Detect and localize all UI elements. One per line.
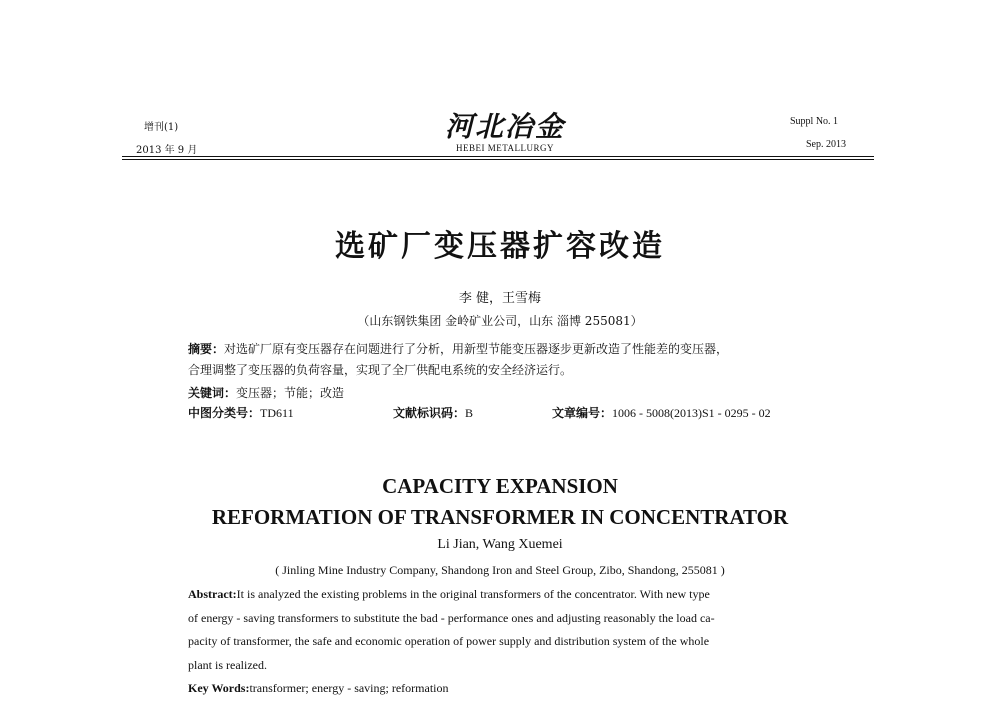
keywords-en — [188, 681, 449, 696]
abstract-cn-label: 摘要： — [188, 342, 225, 356]
header-date-en: Sep. 2013 — [806, 139, 846, 150]
keywords-en-value: transformer; energy - saving; reformation — [249, 681, 449, 695]
abstract-cn-text1: 对选矿厂原有变压器存在问题进行了分析，用新型节能变压器逐步更新改造了性能差的变压器， — [224, 342, 729, 356]
clc-value: TD611 — [260, 406, 294, 420]
abstract-en-line2: of energy - saving transformers to substitute the bad - performance ones and adjusting reasonably the load ca- — [188, 611, 715, 625]
paper-title-cn: 选矿厂变压器扩容改造 — [335, 229, 665, 264]
abstract-en-line4: plant is realized. — [188, 658, 267, 672]
header-supplement-en: Suppl No. 1 — [790, 116, 839, 127]
abstract-en-line3: pacity of transformer, the safe and economic operation of power supply and distribution system of the whole — [188, 634, 710, 648]
clc-label: 中图分类号： — [188, 406, 261, 420]
abstract-cn-line2: 合理调整了变压器的负荷容量，实现了全厂供配电系统的安全经济运行。 — [188, 363, 573, 377]
clc-number — [188, 404, 294, 421]
header-supplement-cn: 增刊(1) — [144, 122, 179, 133]
affiliation-cn: （山东钢铁集团 金岭矿业公司，山东 淄博 255081） — [357, 314, 643, 328]
abstract-cn-line1 — [188, 340, 728, 357]
journal-name-en: HEBEI METALLURGY — [455, 143, 555, 153]
doc-code — [393, 404, 473, 421]
keywords-en-label: Key Words: — [188, 681, 250, 695]
header-rule-top — [122, 156, 874, 157]
journal-logo-cn: 河北冶金 — [444, 110, 565, 143]
keywords-cn-label: 关键词： — [188, 386, 237, 400]
doc-value: B — [465, 406, 474, 420]
article-label: 文章编号： — [552, 406, 613, 420]
abstract-en-label: Abstract: — [188, 587, 237, 601]
article-number — [552, 404, 771, 421]
authors-cn: 李 健，王雪梅 — [458, 291, 542, 306]
header-date-cn: 2013 年 9 月 — [136, 145, 198, 156]
authors-en: Li Jian, Wang Xuemei — [437, 537, 563, 552]
abstract-en-text1: It is analyzed the existing problems in the original transformers of the concentrator. With new type — [236, 587, 710, 601]
article-value: 1006 - 5008(2013)S1 - 0295 - 02 — [612, 406, 771, 420]
keywords-cn-value: 变压器；节能；改造 — [236, 386, 345, 400]
header-rule-bottom — [122, 159, 874, 160]
affiliation-en: ( Jinling Mine Industry Company, Shandong Iron and Steel Group, Zibo, Shandong, 255081 ) — [275, 563, 725, 577]
keywords-cn — [188, 384, 344, 401]
abstract-en-line1 — [188, 587, 710, 602]
paper-title-en-line1: CAPACITY EXPANSION — [382, 474, 618, 498]
paper-title-en-line2: REFORMATION OF TRANSFORMER IN CONCENTRATOR — [211, 505, 789, 529]
doc-label: 文献标识码： — [393, 406, 466, 420]
